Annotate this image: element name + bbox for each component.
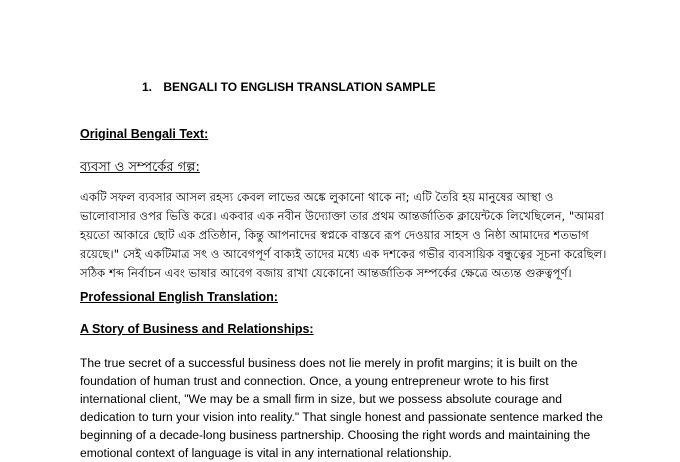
english-story-heading: A Story of Business and Relationships: [80, 322, 314, 336]
english-paragraph: The true secret of a successful business does not lie merely in profit margins; it is built on the foundation of human trust and connection. Once, a young entrepreneur wrote to his first international client, "We may be a small firm in size, but we possess absolute courage and dedication to turn your vision into reality." That single honest and passionate sentence marked the beginning of a decade-long business partnership. Choosing the right words and maintaining the emotional context of language is vital in any international relationship. [80, 356, 603, 460]
original-text-label: Original Bengali Text: [80, 127, 209, 141]
section-number: 1. [142, 80, 153, 94]
translation-label: Professional English Translation: [80, 290, 278, 304]
bengali-story-heading: ব্যবসা ও সম্পর্কের গল্প: [80, 160, 200, 175]
section-heading [142, 80, 436, 94]
section-title: BENGALI TO ENGLISH TRANSLATION SAMPLE [163, 80, 436, 94]
bengali-paragraph: একটি সফল ব্যবসার আসল রহস্য কেবল লাভের অঙ্কে লুকানো থাকে না; এটি তৈরি হয় মানুষের আস্থা ও ভালোবাসার ওপর ভিত্তি করে। একবার এক নবীন উদ্যোক্তা তার প্রথম আন্তর্জাতিক ক্লায়েন্টকে লিখেছিলেন, "আমরা হয়তো আকারে ছোট এক প্রতিষ্ঠান, কিন্তু আপনাদের স্বপ্নকে বাস্তবে রূপ দেওয়ার সাহস ও নিষ্ঠা আমাদের শতভাগ রয়েছে।" সেই একটিমাত্র সৎ ও আবেগপূর্ণ বাক্যই তাদের মধ্যে এক দশকের গভীর ব্যবসায়িক বন্ধুত্বের সূচনা করেছিল। সঠিক শব্দ নির্বাচন এবং ভাষার আবেগ বজায় রাখা যেকোনো আন্তর্জাতিক সম্পর্কের ক্ষেত্রে অত্যন্ত গুরুত্বপূর্ণ। [80, 190, 607, 280]
